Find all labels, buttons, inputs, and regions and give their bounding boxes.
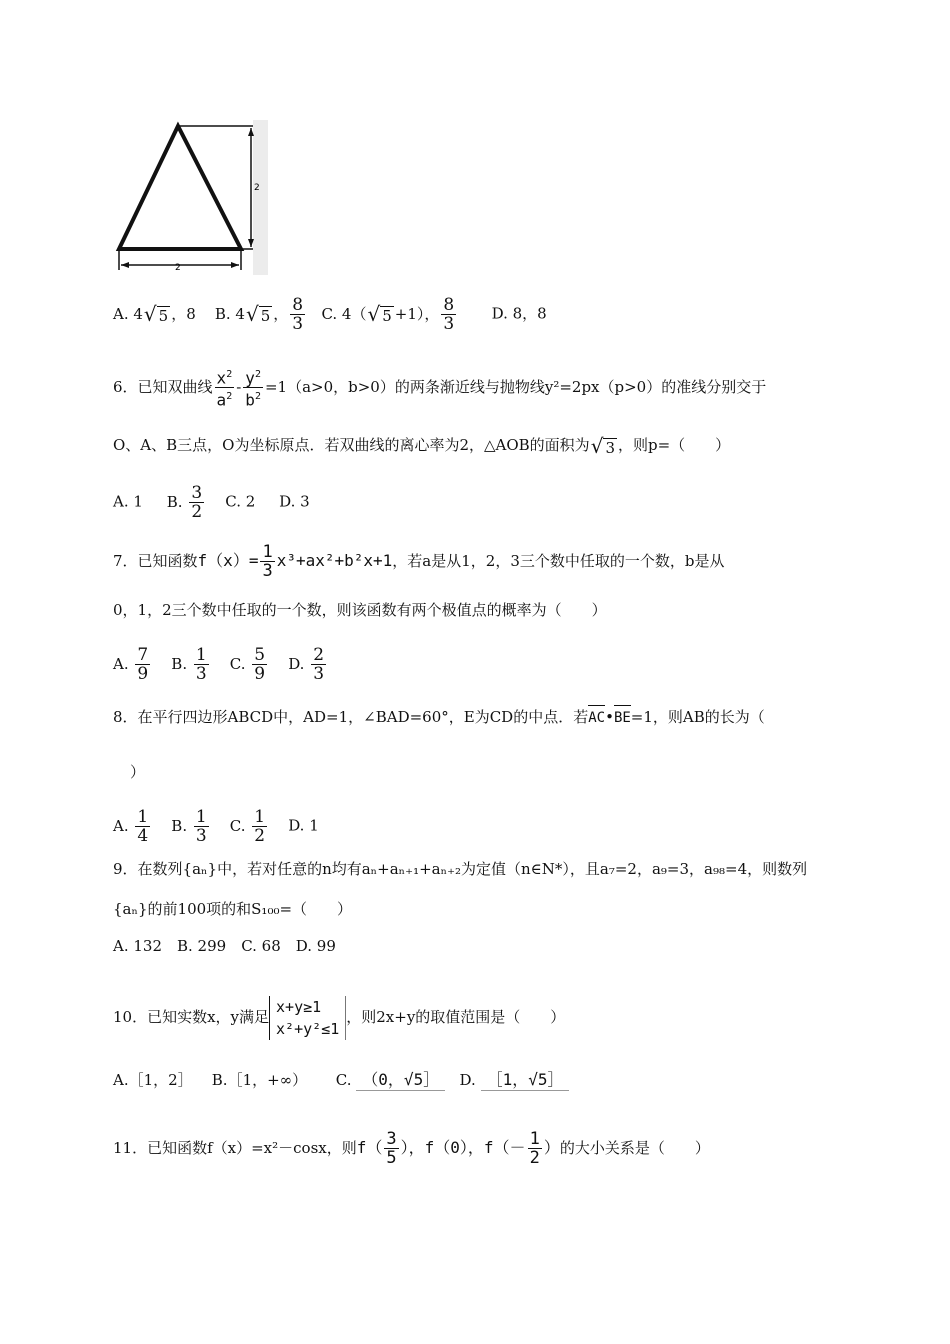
q5-options [113,296,547,333]
sqrt-symbol: √ 5 [143,302,169,326]
q5-option-a[interactable]: A. 4 √ 5 ，8 [113,302,196,326]
fraction: $\frac{1}{4}$ [137,807,149,846]
q8-question-line2: ） [130,763,146,781]
q7-option-a[interactable]: A. $\frac{7}{9}$ [113,645,149,684]
fraction: $\frac{1}{3}$ [195,645,207,684]
fraction: $\frac{3}{2}$ [191,483,203,522]
q7-question: 7．已知函数f（x）= $\frac{1}{3}$ x³+ax²+b²x+1，若a是从1，2，3三个数中任取的一个数，b是从 [113,542,725,581]
q11-question: 11．已知函数f（x）=x²－cosx，则f（ $\frac{3}{5}$ ），f（0），f（－ $\frac{1}{2}$ ）的大小关系是（ ） [113,1129,710,1168]
q8-option-c[interactable]: C. $\frac{1}{2}$ [229,807,266,846]
fraction: $\frac{1}{3}$ [195,807,207,846]
q10-option-b[interactable]: B.［1，+∞） [211,1071,308,1089]
q7-option-c[interactable]: C. $\frac{5}{9}$ [229,645,266,684]
fraction: $\frac{7}{9}$ [137,645,149,684]
q8-option-b[interactable]: B. $\frac{1}{3}$ [171,807,207,846]
f-zero: f（0）， [424,1138,484,1157]
q5-option-c[interactable]: C. 4（ √ 5 +1）， $\frac{8}{3}$ [321,295,455,334]
q8-options [113,808,319,845]
fraction: $\frac{5}{9}$ [254,645,266,684]
q9-options[interactable]: A. 132 B. 299 C. 68 D. 99 [113,937,336,955]
q6-question: 6．已知双曲线 $\frac{x^2}{a^2}$ - $\frac{y^2}{b^2}$ =1（a>0，b>0）的两条渐近线与抛物线y²=2px（p>0）的准线分别交于 [113,366,766,410]
q9-question: 9．在数列{aₙ}中，若对任意的n均有aₙ+aₙ₊₁+aₙ₊₂为定值（n∈N*），且a₇=2，a₉=3，a₉₈=4，则数列 [113,860,808,878]
q6-option-d[interactable]: D. 3 [279,492,310,511]
q7-options [113,646,328,683]
f-negative-half: f（－ $\frac{1}{2}$ ） [483,1129,560,1168]
fraction: $\frac{8}{3}$ [443,295,455,334]
q6-options [113,484,310,521]
fraction: $\frac{1}{2}$ [254,807,266,846]
q10-options [113,1070,569,1091]
sqrt-symbol: √ 3 [590,433,615,458]
f-three-fifths: f（ $\frac{3}{5}$ ）， [356,1129,425,1168]
q9-question-line2: {aₙ}的前100项的和S₁₀₀=（ ） [113,900,353,918]
q6-question-line2: O、A、B三点，O为坐标原点．若双曲线的离心率为2，△AOB的面积为 √ 3 ，则p=（ ） [113,433,731,458]
width-label: 2 [175,263,181,273]
q8-option-a[interactable]: A. $\frac{1}{4}$ [113,807,149,846]
q10-option-a[interactable]: A.［1，2］ [113,1071,193,1089]
vector-be: BE [613,710,631,726]
sqrt-symbol: √ 5 [245,302,271,326]
q5-option-d[interactable]: D. 8，8 [491,304,547,323]
inequality-system: x+y≥1 x²+y²≤1 [269,996,346,1040]
fraction-x2-a2: $\frac{x^2}{a^2}$ [215,366,235,410]
fraction: $\frac{8}{3}$ [292,295,304,334]
q6-option-c[interactable]: C. 2 [225,492,256,511]
q6-option-a[interactable]: A. 1 [113,492,143,511]
q10-option-c[interactable]: C. （0，√5］ [336,1071,445,1089]
function-formula: f（x）= $\frac{1}{3}$ x³+ax²+b²x+1 [197,542,393,581]
q7-option-b[interactable]: B. $\frac{1}{3}$ [171,645,207,684]
q7-option-d[interactable]: D. $\frac{2}{3}$ [288,645,325,684]
q8-option-d[interactable]: D. 1 [288,816,319,835]
q10-option-d[interactable]: D. ［1，√5］ [460,1071,570,1089]
sqrt-symbol: √ 5 [367,302,392,326]
q7-question-line2: 0，1，2三个数中任取的一个数，则该函数有两个极值点的概率为（ ） [113,601,607,619]
q6-option-b[interactable]: B. $\frac{3}{2}$ [166,483,203,522]
height-label: 2 [254,183,260,193]
q5-option-b[interactable]: B. 4 √ 5 ， $\frac{8}{3}$ [214,295,304,334]
triangle-figure [113,120,268,275]
fraction: $\frac{2}{3}$ [313,645,325,684]
q8-question: 8．在平行四边形ABCD中，AD=1，∠BAD=60°，E为CD的中点．若AC•BE=1，则AB的长为（ [113,708,765,726]
q10-question: 10．已知实数x，y满足 x+y≥1 x²+y²≤1 ，则2x+y的取值范围是（ ） [113,998,566,1038]
fraction-y2-b2: $\frac{y^2}{b^2}$ [243,366,263,410]
vector-ac: AC [588,710,606,726]
